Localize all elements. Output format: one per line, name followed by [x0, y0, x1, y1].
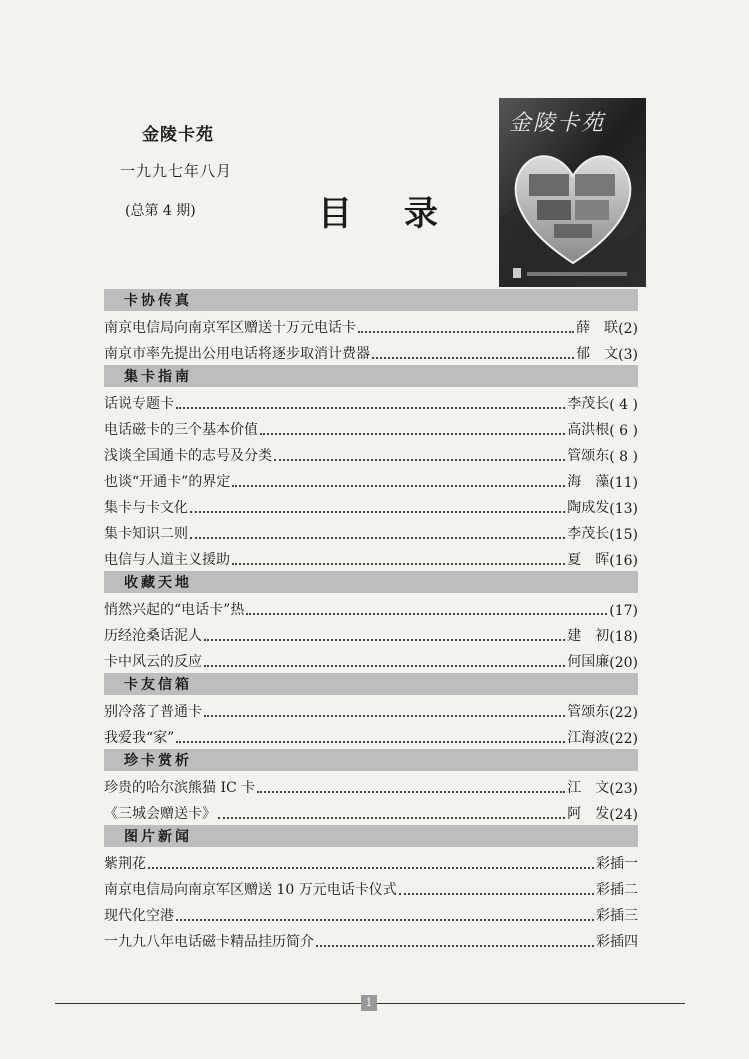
entry-title: 别冷落了普通卡: [104, 704, 202, 720]
toc-entry[interactable]: [104, 337, 638, 363]
leader-dots: [148, 866, 594, 869]
entry-author: 海 藻: [567, 474, 610, 490]
entry-title: 南京电信局向南京军区赠送 10 万元电话卡仪式: [104, 882, 397, 898]
toc-entry[interactable]: [104, 413, 638, 439]
section-header: [104, 673, 638, 695]
entry-author: 李茂长: [567, 526, 610, 542]
section-label: 集卡指南: [124, 369, 192, 385]
toc-entry[interactable]: [104, 797, 638, 823]
toc-entry[interactable]: [104, 387, 638, 413]
section-header: [104, 365, 638, 387]
entry-page: ( 4 ): [609, 397, 638, 413]
leader-dots: [204, 714, 565, 717]
section-label: 收藏天地: [124, 575, 192, 591]
leader-dots: [190, 510, 565, 513]
leader-dots: [190, 536, 565, 539]
entry-title: 集卡与卡文化: [104, 500, 188, 516]
section-header: [104, 749, 638, 771]
entry-page: 彩插四: [596, 934, 638, 950]
leader-dots: [358, 330, 574, 333]
entry-title: 珍贵的哈尔滨熊猫 IC 卡: [104, 780, 256, 796]
entry-page: 彩插三: [596, 908, 638, 924]
entry-author: 夏 晖: [567, 552, 610, 568]
section-header: [104, 571, 638, 593]
leader-dots: [176, 918, 594, 921]
entry-title: 话说专题卡: [104, 396, 174, 412]
entry-title: 我爱我“家”: [104, 730, 175, 746]
entry-title: 紫荆花: [104, 856, 146, 872]
issue-number: (总第 4 期): [125, 203, 196, 219]
leader-dots: [372, 356, 574, 359]
entry-author: 高洪根: [567, 422, 610, 438]
entry-page: (2): [618, 321, 638, 337]
table-of-contents: [104, 287, 638, 951]
entry-author: 薛 联: [576, 320, 619, 336]
entry-title: 电话磁卡的三个基本价值: [104, 422, 258, 438]
leader-dots: [232, 562, 565, 565]
entry-title: 一九九八年电话磁卡精品挂历简介: [104, 934, 314, 950]
entry-page: (24): [609, 807, 638, 823]
entry-title: 浅谈全国通卡的志号及分类: [104, 448, 272, 464]
leader-dots: [204, 638, 565, 641]
toc-entry[interactable]: [104, 847, 638, 873]
leader-dots: [257, 790, 565, 793]
entry-page: (15): [609, 527, 638, 543]
entry-title: 《三城会赠送卡》: [104, 806, 216, 822]
entry-page: (23): [609, 781, 638, 797]
toc-entry[interactable]: [104, 311, 638, 337]
entry-page: 彩插二: [596, 882, 638, 898]
entry-author: 建 初: [567, 628, 610, 644]
entry-author: 江 文: [567, 780, 610, 796]
leader-dots: [316, 944, 594, 947]
leader-dots: [399, 892, 594, 895]
entry-page: (20): [609, 655, 638, 671]
toc-entry[interactable]: [104, 645, 638, 671]
cover-image: [499, 98, 646, 287]
entry-title: 集卡知识二则: [104, 526, 188, 542]
entry-title: 现代化空港: [104, 908, 174, 924]
entry-page: (22): [609, 731, 638, 747]
entry-page: (18): [609, 629, 638, 645]
entry-title: 也谈“开通卡”的界定: [104, 474, 231, 490]
cover-calligraphy-logo: 金陵卡苑: [509, 111, 606, 136]
entry-author: 管颂东: [567, 448, 610, 464]
toc-entry[interactable]: [104, 695, 638, 721]
toc-entry[interactable]: [104, 491, 638, 517]
entry-author: 江海波: [567, 730, 610, 746]
entry-page: (22): [609, 705, 638, 721]
page-number: 1: [361, 995, 377, 1011]
entry-title: 电信与人道主义援助: [104, 552, 230, 568]
toc-entry[interactable]: [104, 899, 638, 925]
leader-dots: [246, 612, 607, 615]
section-label: 卡友信箱: [124, 677, 192, 693]
entry-page: ( 6 ): [609, 423, 638, 439]
entry-title: 南京电信局向南京军区赠送十万元电话卡: [104, 320, 356, 336]
leader-dots: [232, 484, 565, 487]
toc-entry[interactable]: [104, 925, 638, 951]
entry-author: 陶成发: [567, 500, 610, 516]
toc-entry[interactable]: [104, 619, 638, 645]
leader-dots: [218, 816, 565, 819]
leader-dots: [176, 740, 565, 743]
toc-entry[interactable]: [104, 873, 638, 899]
issue-date: 一九九七年八月: [120, 162, 233, 180]
entry-author: 管颂东: [567, 704, 610, 720]
toc-entry[interactable]: [104, 593, 638, 619]
toc-entry[interactable]: [104, 465, 638, 491]
toc-entry[interactable]: [104, 543, 638, 569]
toc-entry[interactable]: [104, 771, 638, 797]
entry-title: 卡中风云的反应: [104, 654, 202, 670]
section-header: [104, 825, 638, 847]
entry-title: 南京市率先提出公用电话将逐步取消计费器: [104, 346, 370, 362]
section-label: 图片新闻: [124, 829, 192, 845]
leader-dots: [274, 458, 565, 461]
entry-author: 何国廉: [567, 654, 610, 670]
section-label: 珍卡赏析: [124, 753, 192, 769]
entry-author: 郁 文: [576, 346, 619, 362]
entry-page: (11): [609, 475, 638, 491]
entry-author: 李茂长: [567, 396, 610, 412]
entry-page: (3): [618, 347, 638, 363]
toc-entry[interactable]: [104, 721, 638, 747]
entry-page: (13): [609, 501, 638, 517]
section-header: [104, 289, 638, 311]
entry-page: ( 8 ): [609, 449, 638, 465]
entry-page: 彩插一: [596, 856, 638, 872]
leader-dots: [260, 432, 565, 435]
magazine-title: 金陵卡苑: [142, 125, 214, 145]
entry-title: 悄然兴起的“电话卡”热: [104, 602, 245, 618]
leader-dots: [204, 664, 565, 667]
entry-author: 阿 发: [567, 806, 610, 822]
entry-title: 历经沧桑话泥人: [104, 628, 202, 644]
entry-page: (16): [609, 553, 638, 569]
toc-entry[interactable]: [104, 517, 638, 543]
toc-entry[interactable]: [104, 439, 638, 465]
toc-heading: 目 录: [318, 194, 458, 234]
section-label: 卡协传真: [124, 293, 192, 309]
entry-page: (17): [609, 603, 638, 619]
leader-dots: [176, 406, 565, 409]
